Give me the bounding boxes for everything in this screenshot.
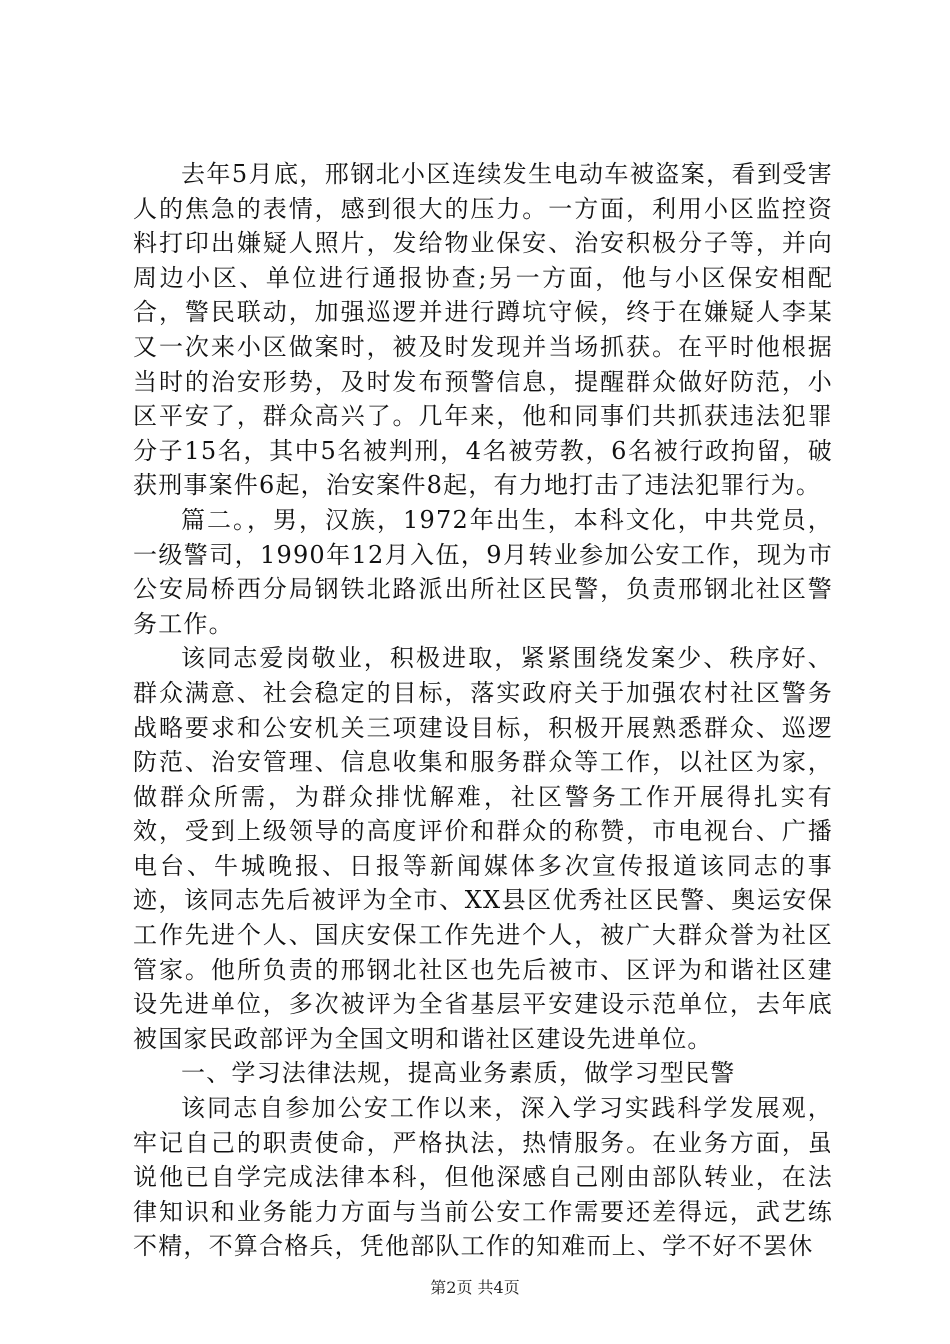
paragraph-profile: 篇二。，男，汉族，1972年出生，本科文化，中共党员，一级警司，1990年12月入伍，9月转业参加公安工作，现为市公安局桥西分局钢铁北路派出所社区民警，负责邢钢北社区警务工作。 [133,505,833,638]
section-heading: 一、学习法律法规，提高业务素质，做学习型民警 [181,1059,736,1088]
paragraph-achievements: 该同志爱岗敬业，积极进取，紧紧围绕发案少、秩序好、群众满意、社会稳定的目标，落实政府关于加强农村社区警务战略要求和公安机关三项建设目标，积极开展熟悉群众、巡逻防范、治安管理、信息收集和服务群众等工作，以社区为家，做群众所需，为群众排忧解难，社区警务工作开展得扎实有效，受到上级领导的高度评价和群众的称赞，市电视台、广播电台、牛城晚报、日报等新闻媒体多次宣传报道该同志的事迹，该同志先后被评为全市、XX县区优秀社区民警、奥运安保工作先进个人、国庆安保工作先进个人，被广大群众誉为社区管家。他所负责的邢钢北社区也先后被市、区评为和谐社区建设先进单位，多次被评为全省基层平安建设示范单位，去年底被国家民政部评为全国文明和谐社区建设先进单位。 [133,644,833,1053]
document-body [133,157,833,1264]
page-number-footer: 第2页 共4页 [430,1278,520,1297]
paragraph-study: 该同志自参加公安工作以来，深入学习实践科学发展观，牢记自己的职责使命，严格执法，热情服务。在业务方面，虽说他已自学完成法律本科，但他深感自己刚由部队转业，在法律知识和业务能力方面与当前公安工作需要还差得远，武艺练不精，不算合格兵，凭他部队工作的知难而上、学不好不罢休 [133,1094,833,1261]
paragraph-theft-case: 去年5月底，邢钢北小区连续发生电动车被盗案，看到受害人的焦急的表情，感到很大的压力。一方面，利用小区监控资料打印出嫌疑人照片，发给物业保安、治安积极分子等，并向周边小区、单位进行通报协查;另一方面，他与小区保安相配合，警民联动，加强巡逻并进行蹲坑守候，终于在嫌疑人李某又一次来小区做案时，被及时发现并当场抓获。在平时他根据当时的治安形势，及时发布预警信息，提醒群众做好防范，小区平安了，群众高兴了。几年来，他和同事们共抓获违法犯罪分子15名，其中5名被判刑，4名被劳教，6名被行政拘留，破获刑事案件6起，治安案件8起，有力地打击了违法犯罪行为。 [133,160,833,500]
